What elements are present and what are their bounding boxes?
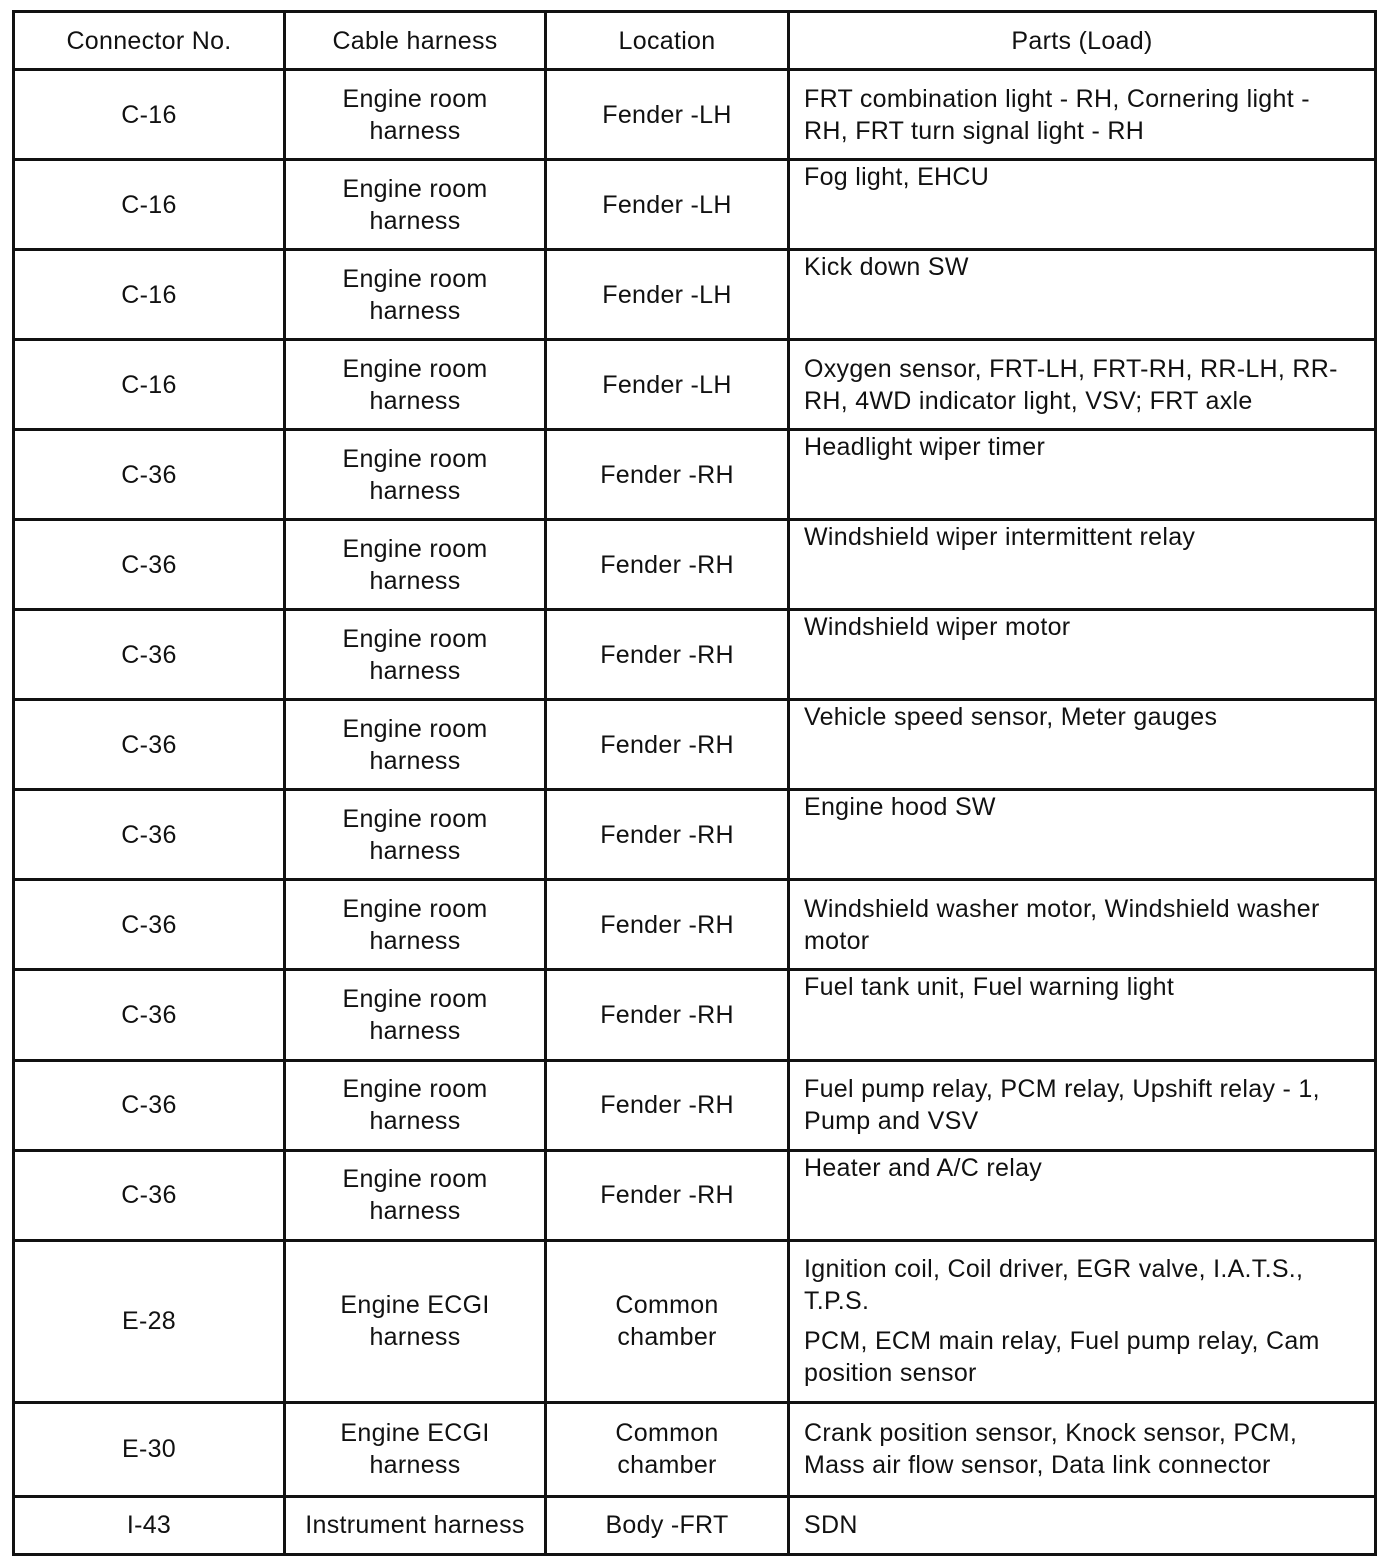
- cable-harness-line: Engine room: [342, 444, 488, 473]
- table-row: [14, 1402, 1376, 1496]
- location-cell: Fender -RH: [546, 1150, 789, 1240]
- table-row: [14, 70, 1376, 160]
- connector-no-cell: E-30: [14, 1402, 285, 1496]
- parts-text: Kick down SW: [804, 253, 969, 282]
- location-cell: Fender -RH: [546, 430, 789, 520]
- parts-text: Windshield wiper intermittent relay: [804, 523, 1196, 552]
- table-row: [14, 880, 1376, 970]
- parts-cell: [789, 340, 1376, 430]
- parts-cell: [789, 610, 1376, 700]
- connector-no-cell: C-36: [14, 430, 285, 520]
- connector-no-cell: C-36: [14, 1060, 285, 1150]
- parts-text: Heater and A/C relay: [804, 1153, 1043, 1182]
- connector-no-cell: C-36: [14, 700, 285, 790]
- parts-cell: [789, 880, 1376, 970]
- parts-cell: [789, 1240, 1376, 1402]
- cable-harness-cell: [285, 1240, 546, 1402]
- parts-text: Headlight wiper timer: [804, 433, 1046, 462]
- table-row: [14, 430, 1376, 520]
- cable-harness-line: harness: [369, 836, 461, 865]
- location-cell: [546, 1240, 789, 1402]
- location-cell: Fender -RH: [546, 700, 789, 790]
- connector-no-cell: C-36: [14, 610, 285, 700]
- parts-text: Fuel pump relay, PCM relay, Upshift relay - 1, Pump and VSV: [804, 1075, 1320, 1136]
- parts-text: Ignition coil, Coil driver, EGR valve, I.A.T.S., T.P.S.: [804, 1255, 1304, 1316]
- location-cell: Fender -RH: [546, 610, 789, 700]
- cable-harness-line: harness: [369, 1016, 461, 1045]
- parts-cell: [789, 250, 1376, 340]
- cable-harness-line: Engine ECGI: [340, 1419, 490, 1448]
- parts-text: Fog light, EHCU: [804, 163, 990, 192]
- cable-harness-cell: [285, 160, 546, 250]
- table-header-row: [14, 12, 1376, 70]
- cable-harness-cell: [285, 610, 546, 700]
- cable-harness-line: harness: [369, 1323, 461, 1352]
- parts-text: Windshield wiper motor: [804, 613, 1071, 642]
- cable-harness-cell: [285, 340, 546, 430]
- parts-text: Oxygen sensor, FRT-LH, FRT-RH, RR-LH, RR-RH, 4WD indicator light, VSV; FRT axle: [804, 354, 1338, 415]
- cable-harness-line: harness: [369, 1451, 461, 1480]
- cable-harness-line: Engine room: [342, 174, 488, 203]
- location-cell: Fender -RH: [546, 1060, 789, 1150]
- cable-harness-cell: [285, 1150, 546, 1240]
- cable-harness-line: Engine room: [342, 84, 488, 113]
- cable-harness-cell: [285, 1402, 546, 1496]
- cable-harness-line: harness: [369, 1107, 461, 1136]
- cable-harness-cell: [285, 1060, 546, 1150]
- location-line: Common: [615, 1419, 719, 1448]
- table-row: [14, 1496, 1376, 1554]
- cable-harness-line: harness: [369, 926, 461, 955]
- location-cell: Fender -RH: [546, 970, 789, 1060]
- parts-cell: [789, 1402, 1376, 1496]
- location-line: Common: [615, 1291, 719, 1320]
- header-cable-harness: Cable harness: [285, 12, 546, 70]
- cable-harness-line: harness: [369, 116, 461, 145]
- table-row: [14, 970, 1376, 1060]
- location-cell: Fender -RH: [546, 790, 789, 880]
- parts-text: SDN: [804, 1511, 858, 1540]
- cable-harness-line: Engine room: [342, 624, 488, 653]
- table-row: [14, 160, 1376, 250]
- connector-no-cell: I-43: [14, 1496, 285, 1554]
- cable-harness-cell: [285, 430, 546, 520]
- parts-cell: [789, 1150, 1376, 1240]
- parts-text: FRT combination light - RH, Cornering light - RH, FRT turn signal light - RH: [804, 84, 1310, 145]
- cable-harness-cell: [285, 520, 546, 610]
- cable-harness-line: Engine room: [342, 804, 488, 833]
- cable-harness-line: Engine ECGI: [340, 1291, 490, 1320]
- connector-no-cell: C-16: [14, 250, 285, 340]
- connector-no-cell: C-16: [14, 70, 285, 160]
- parts-text: Vehicle speed sensor, Meter gauges: [804, 703, 1218, 732]
- connector-document: [12, 10, 1374, 1556]
- location-line: chamber: [617, 1451, 717, 1480]
- cable-harness-line: Engine room: [342, 1165, 488, 1194]
- connector-table: [12, 10, 1377, 1556]
- parts-text: Engine hood SW: [804, 793, 996, 822]
- cable-harness-line: harness: [369, 476, 461, 505]
- cable-harness-line: harness: [369, 206, 461, 235]
- parts-cell: [789, 430, 1376, 520]
- parts-cell: [789, 70, 1376, 160]
- location-cell: Fender -RH: [546, 880, 789, 970]
- cable-harness-cell: [285, 880, 546, 970]
- parts-cell: [789, 1060, 1376, 1150]
- cable-harness-line: Engine room: [342, 534, 488, 563]
- cable-harness-cell: [285, 700, 546, 790]
- table-row: [14, 1060, 1376, 1150]
- location-line: chamber: [617, 1323, 717, 1352]
- table-row: [14, 610, 1376, 700]
- cable-harness-cell: Instrument harness: [285, 1496, 546, 1554]
- location-cell: Fender -LH: [546, 340, 789, 430]
- cable-harness-line: harness: [369, 656, 461, 685]
- connector-no-cell: C-16: [14, 160, 285, 250]
- parts-cell: [789, 160, 1376, 250]
- location-cell: Fender -LH: [546, 250, 789, 340]
- cable-harness-line: harness: [369, 296, 461, 325]
- parts-text: Crank position sensor, Knock sensor, PCM, Mass air flow sensor, Data link connector: [804, 1419, 1298, 1480]
- cable-harness-line: Engine room: [342, 354, 488, 383]
- table-row: [14, 790, 1376, 880]
- cable-harness-line: harness: [369, 1197, 461, 1226]
- cable-harness-line: Engine room: [342, 984, 488, 1013]
- cable-harness-line: harness: [369, 386, 461, 415]
- header-parts-load: Parts (Load): [789, 12, 1376, 70]
- cable-harness-line: Engine room: [342, 894, 488, 923]
- cable-harness-cell: [285, 250, 546, 340]
- location-cell: Body -FRT: [546, 1496, 789, 1554]
- parts-text: Windshield washer motor, Windshield washer motor: [804, 894, 1320, 955]
- connector-no-cell: E-28: [14, 1240, 285, 1402]
- parts-cell: [789, 520, 1376, 610]
- cable-harness-line: Engine room: [342, 264, 488, 293]
- cable-harness-cell: [285, 970, 546, 1060]
- cable-harness-line: harness: [369, 746, 461, 775]
- connector-no-cell: C-16: [14, 340, 285, 430]
- cable-harness-line: Engine room: [342, 1075, 488, 1104]
- connector-no-cell: C-36: [14, 790, 285, 880]
- header-connector-no: Connector No.: [14, 12, 285, 70]
- header-location: Location: [546, 12, 789, 70]
- cable-harness-line: Engine room: [342, 714, 488, 743]
- table-row: [14, 700, 1376, 790]
- location-cell: Fender -LH: [546, 70, 789, 160]
- connector-no-cell: C-36: [14, 880, 285, 970]
- cable-harness-line: harness: [369, 566, 461, 595]
- connector-no-cell: C-36: [14, 970, 285, 1060]
- connector-no-cell: C-36: [14, 520, 285, 610]
- parts-text: PCM, ECM main relay, Fuel pump relay, Cam position sensor: [804, 1327, 1320, 1388]
- parts-cell: [789, 790, 1376, 880]
- connector-no-cell: C-36: [14, 1150, 285, 1240]
- table-row: [14, 1150, 1376, 1240]
- table-row: [14, 1240, 1376, 1402]
- cable-harness-cell: [285, 70, 546, 160]
- table-row: [14, 520, 1376, 610]
- parts-text: Fuel tank unit, Fuel warning light: [804, 973, 1175, 1002]
- table-row: [14, 250, 1376, 340]
- parts-cell: [789, 970, 1376, 1060]
- table-row: [14, 340, 1376, 430]
- parts-cell: [789, 1496, 1376, 1554]
- location-cell: Fender -LH: [546, 160, 789, 250]
- location-cell: Fender -RH: [546, 520, 789, 610]
- cable-harness-cell: [285, 790, 546, 880]
- parts-cell: [789, 700, 1376, 790]
- location-cell: [546, 1402, 789, 1496]
